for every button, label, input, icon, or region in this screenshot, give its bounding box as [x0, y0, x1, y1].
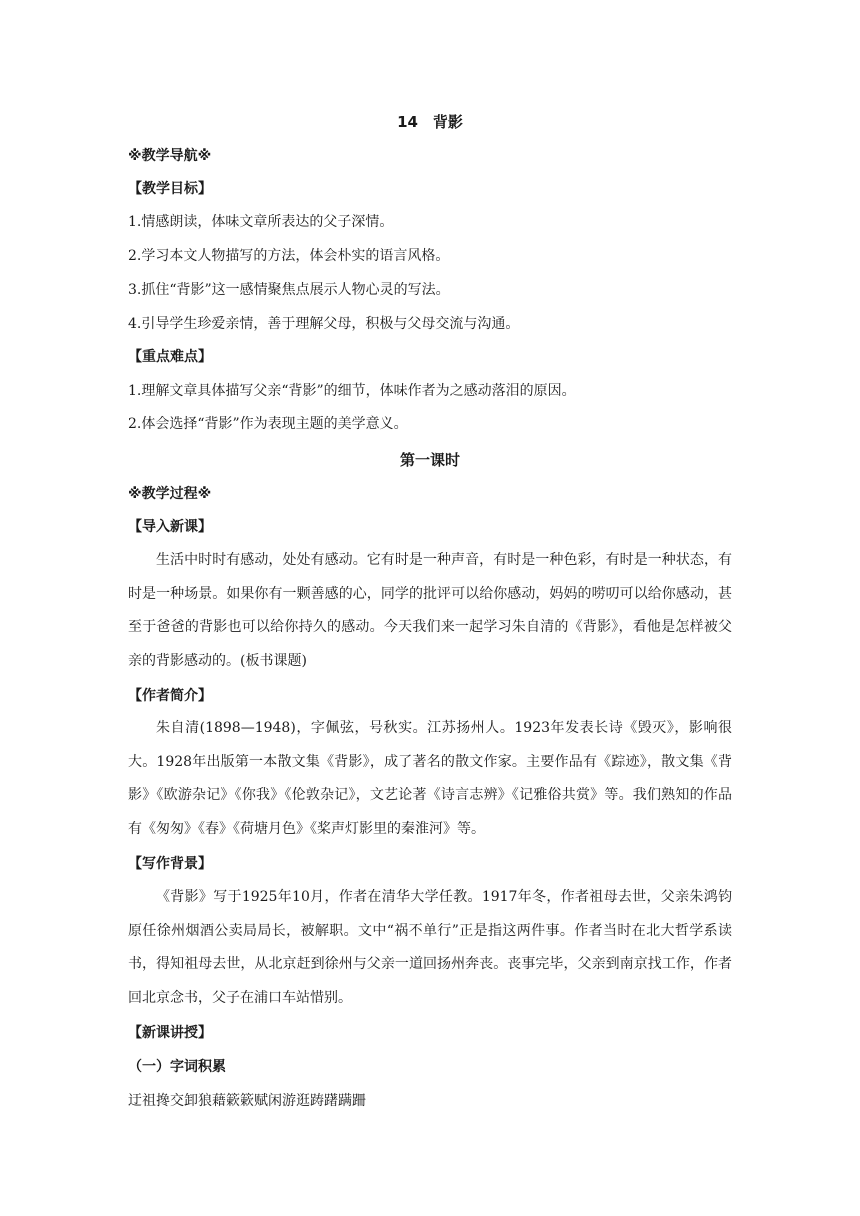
- process-heading: ※教学过程※: [128, 486, 212, 502]
- page-title: 14 背影: [397, 113, 463, 131]
- goals-heading: 【教学目标】: [128, 181, 212, 197]
- vocab-heading: （一）字词积累: [128, 1059, 226, 1075]
- goal-item: 4.引导学生珍爱亲情，善于理解父母，积极与父母交流与沟通。: [128, 316, 520, 332]
- key-points-heading: 【重点难点】: [128, 349, 212, 365]
- background-heading: 【写作背景】: [128, 856, 212, 872]
- background-paragraph: 《背影》写于1925年10月，作者在清华大学任教。1917年冬，作者祖母去世，父亲朱鸿钧原任徐州烟酒公卖局局长，被解职。文中“祸不单行”正是指这两件事。作者当时在北大哲学系读书，得知祖母去世，从北京赶到徐州与父亲一道回扬州奔丧。丧事完毕，父亲到南京找工作，作者回北京念书，父子在浦口车站惜别。: [128, 889, 732, 1006]
- author-heading: 【作者简介】: [128, 688, 212, 704]
- nav-heading: ※教学导航※: [128, 148, 212, 164]
- author-paragraph: 朱自清(1898—1948)，字佩弦，号秋实。江苏扬州人。1923年发表长诗《毁灭》，影响很大。1928年出版第一本散文集《背影》，成了著名的散文作家。主要作品有《踪迹》，散文集《背影》《欧游杂记》《你我》《伦敦杂记》，文艺论著《诗言志辨》《记雅俗共赏》等。我们熟知的作品有《匆匆》《春》《荷塘月色》《桨声灯影里的秦淮河》等。: [128, 720, 732, 837]
- goal-item: 2.学习本文人物描写的方法，体会朴实的语言风格。: [128, 248, 450, 264]
- new-lesson-heading: 【新课讲授】: [128, 1025, 212, 1041]
- intro-paragraph: 生活中时时有感动，处处有感动。它有时是一种声音，有时是一种色彩，有时是一种状态，有时是一种场景。如果你有一颗善感的心，同学的批评可以给你感动，妈妈的唠叨可以给你感动，甚至于爸爸的背影也可以给你持久的感动。今天我们来一起学习朱自清的《背影》，看他是怎样被父亲的背影感动的。(板书课题): [128, 552, 732, 669]
- key-point-item: 2.体会选择“背影”作为表现主题的美学意义。: [128, 416, 408, 432]
- lesson-title: 第一课时: [399, 451, 460, 469]
- key-point-item: 1.理解文章具体描写父亲“背影”的细节，体味作者为之感动落泪的原因。: [128, 383, 576, 399]
- goal-item: 3.抓住“背影”这一感情聚焦点展示人物心灵的写法。: [128, 282, 450, 298]
- intro-heading: 【导入新课】: [128, 519, 212, 535]
- vocab-list: 迂祖搀交卸狼藉簌簌赋闲游逛踌躇蹒跚: [128, 1093, 366, 1109]
- goal-item: 1.情感朗读，体味文章所表达的父子深情。: [128, 214, 394, 230]
